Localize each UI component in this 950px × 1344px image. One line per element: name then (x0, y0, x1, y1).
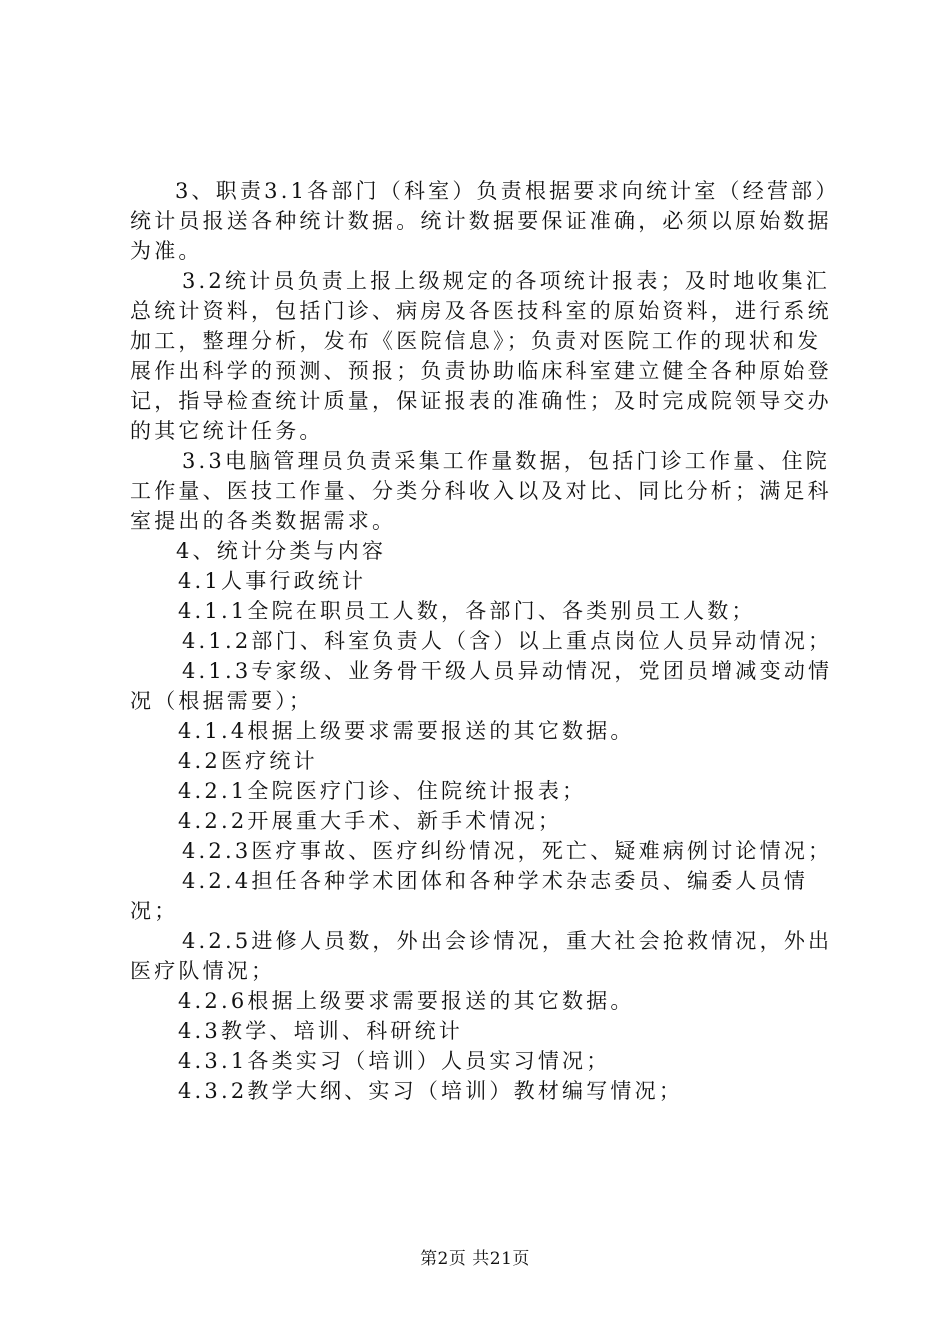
item-4-1-3: 4.1.3专家级、业务骨干级人员异动情况，党团员增减变动情况（根据需要）； (130, 659, 833, 713)
item-4-1-4: 4.1.4根据上级要求需要报送的其它数据。 (178, 719, 635, 743)
item-4-2-5: 4.2.5进修人员数，外出会诊情况，重大社会抢救情况，外出医疗队情况； (130, 929, 833, 983)
page-number-footer: 第2页 共21页 (420, 1249, 530, 1269)
paragraph-duty-3-1: 3、职责3.1各部门（科室）负责根据要求向统计室（经营部）统计员报送各种统计数据。统计数据要保证准确，必须以原始数据为准。 (130, 179, 832, 263)
item-4-3-1: 4.3.1各类实习（培训）人员实习情况； (178, 1049, 611, 1073)
item-4-2-1: 4.2.1全院医疗门诊、住院统计报表； (178, 779, 587, 803)
item-4-1-2: 4.1.2部门、科室负责人（含）以上重点岗位人员异动情况； (182, 629, 833, 653)
item-4-2-6: 4.2.6根据上级要求需要报送的其它数据。 (178, 989, 635, 1013)
item-4-2-3: 4.2.3医疗事故、医疗纠纷情况，死亡、疑难病例讨论情况； (182, 839, 833, 863)
heading-4-2: 4.2医疗统计 (178, 749, 318, 773)
item-4-2-4: 4.2.4担任各种学术团体和各种学术杂志委员、编委人员情况； (130, 869, 809, 923)
heading-section-4: 4、统计分类与内容 (176, 539, 387, 563)
item-4-2-2: 4.2.2开展重大手术、新手术情况； (178, 809, 563, 833)
paragraph-duty-3-3: 3.3电脑管理员负责采集工作量数据，包括门诊工作量、住院工作量、医技工作量、分类分科收入以及对比、同比分析；满足科室提出的各类数据需求。 (130, 449, 832, 533)
item-4-3-2: 4.3.2教学大纲、实习（培训）教材编写情况； (178, 1079, 684, 1103)
heading-4-1: 4.1人事行政统计 (178, 569, 367, 593)
paragraph-duty-3-2: 3.2统计员负责上报上级规定的各项统计报表；及时地收集汇总统计资料，包括门诊、病房及各医技科室的原始资料，进行系统加工，整理分析，发布《医院信息》；负责对医院工作的现状和发展作出科学的预测、预报；负责协助临床科室建立健全各种原始登记，指导检查统计质量，保证报表的准确性；及时完成院领导交办的其它统计任务。 (130, 269, 832, 443)
item-4-1-1: 4.1.1全院在职员工人数，各部门、各类别员工人数； (178, 599, 756, 623)
document-body (130, 176, 835, 1106)
heading-4-3: 4.3教学、培训、科研统计 (178, 1019, 463, 1043)
